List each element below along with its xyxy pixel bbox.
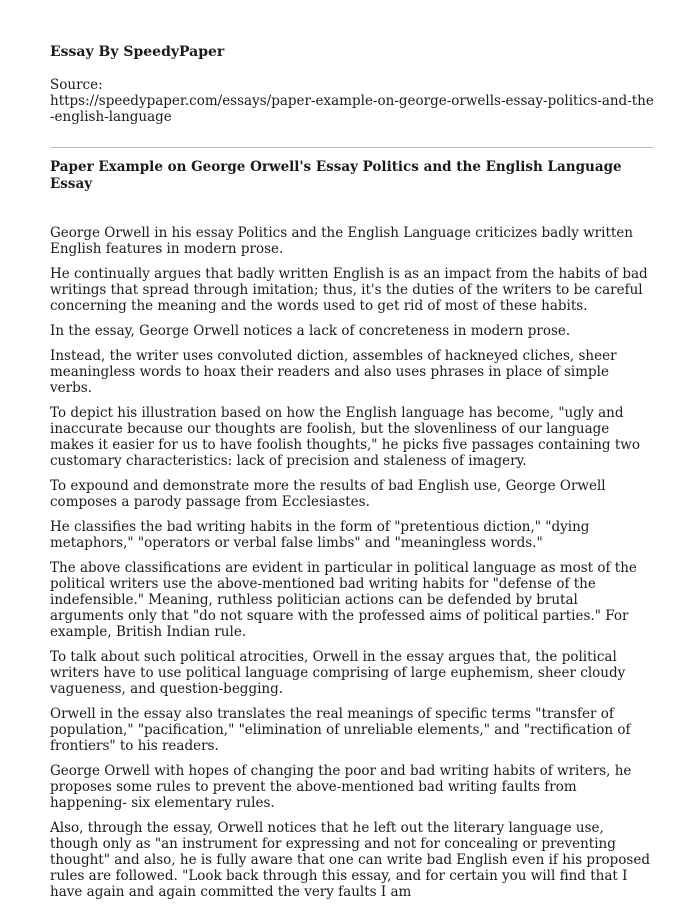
essay-paragraph: In the essay, George Orwell notices a lack of concreteness in modern prose. <box>50 323 571 339</box>
essay-paragraph: To expound and demonstrate more the results of bad English use, George Orwell composes a parody passage from Ecclesiastes. <box>50 478 606 510</box>
essay-title: Paper Example on George Orwell's Essay Politics and the English Language Essay <box>50 159 622 192</box>
source-url: https://speedypaper.com/essays/paper-example-on-george-orwells-essay-politics-and-the-english-language <box>50 93 654 125</box>
essay-paragraph: Orwell in the essay also translates the real meanings of specific terms "transfer of population," "pacification," "elimination of unreliable elements," and "rectification of frontiers" to his readers. <box>50 706 631 754</box>
source-label: Source: <box>50 77 103 93</box>
header-divider <box>50 147 654 148</box>
essay-paragraph: Instead, the writer uses convoluted diction, assembles of hackneyed cliches, sheer meaningless words to hoax their readers and also uses phrases in place of simple verbs. <box>50 348 617 396</box>
document-header-title: Essay By SpeedyPaper <box>50 44 225 60</box>
essay-paragraph: The above classifications are evident in particular in political language as most of the political writers use the above-mentioned bad writing habits for "defense of the indefensible." Meaning, ruthless politician actions can be defended by brutal arguments only that "do not square with the professed aims of political parties." For example, British Indian rule. <box>50 560 637 640</box>
essay-paragraph: He classifies the bad writing habits in the form of "pretentious diction," "dying metaphors," "operators or verbal false limbs" and "meaningless words." <box>50 519 590 551</box>
essay-paragraph: Also, through the essay, Orwell notices that he left out the literary language use, though only as "an instrument for expressing and not for concealing or preventing thought" and also, he is fully aware that one can write bad English even if his proposed rules are followed. "Look back through this essay, and for certain you will find that I have again and again committed the very faults I am <box>50 820 650 900</box>
essay-paragraph: He continually argues that badly written English is as an impact from the habits of bad writings that spread through imitation; thus, it's the duties of the writers to be careful concerning the meaning and the words used to get rid of most of these habits. <box>50 266 648 314</box>
document-page <box>50 44 654 909</box>
essay-paragraph: George Orwell with hopes of changing the poor and bad writing habits of writers, he proposes some rules to prevent the above-mentioned bad writing faults from happening- six elementary rules. <box>50 763 632 811</box>
essay-paragraph: To depict his illustration based on how the English language has become, "ugly and inaccurate because our thoughts are foolish, but the slovenliness of our language makes it easier for us to have foolish thoughts," he picks five passages containing two customary characteristics: lack of precision and staleness of imagery. <box>50 405 640 469</box>
essay-paragraph: George Orwell in his essay Politics and the English Language criticizes badly written English features in modern prose. <box>50 225 633 257</box>
essay-body <box>50 225 654 900</box>
essay-paragraph: To talk about such political atrocities, Orwell in the essay argues that, the political writers have to use political language comprising of large euphemism, sheer cloudy vagueness, and question-begging. <box>50 649 626 697</box>
